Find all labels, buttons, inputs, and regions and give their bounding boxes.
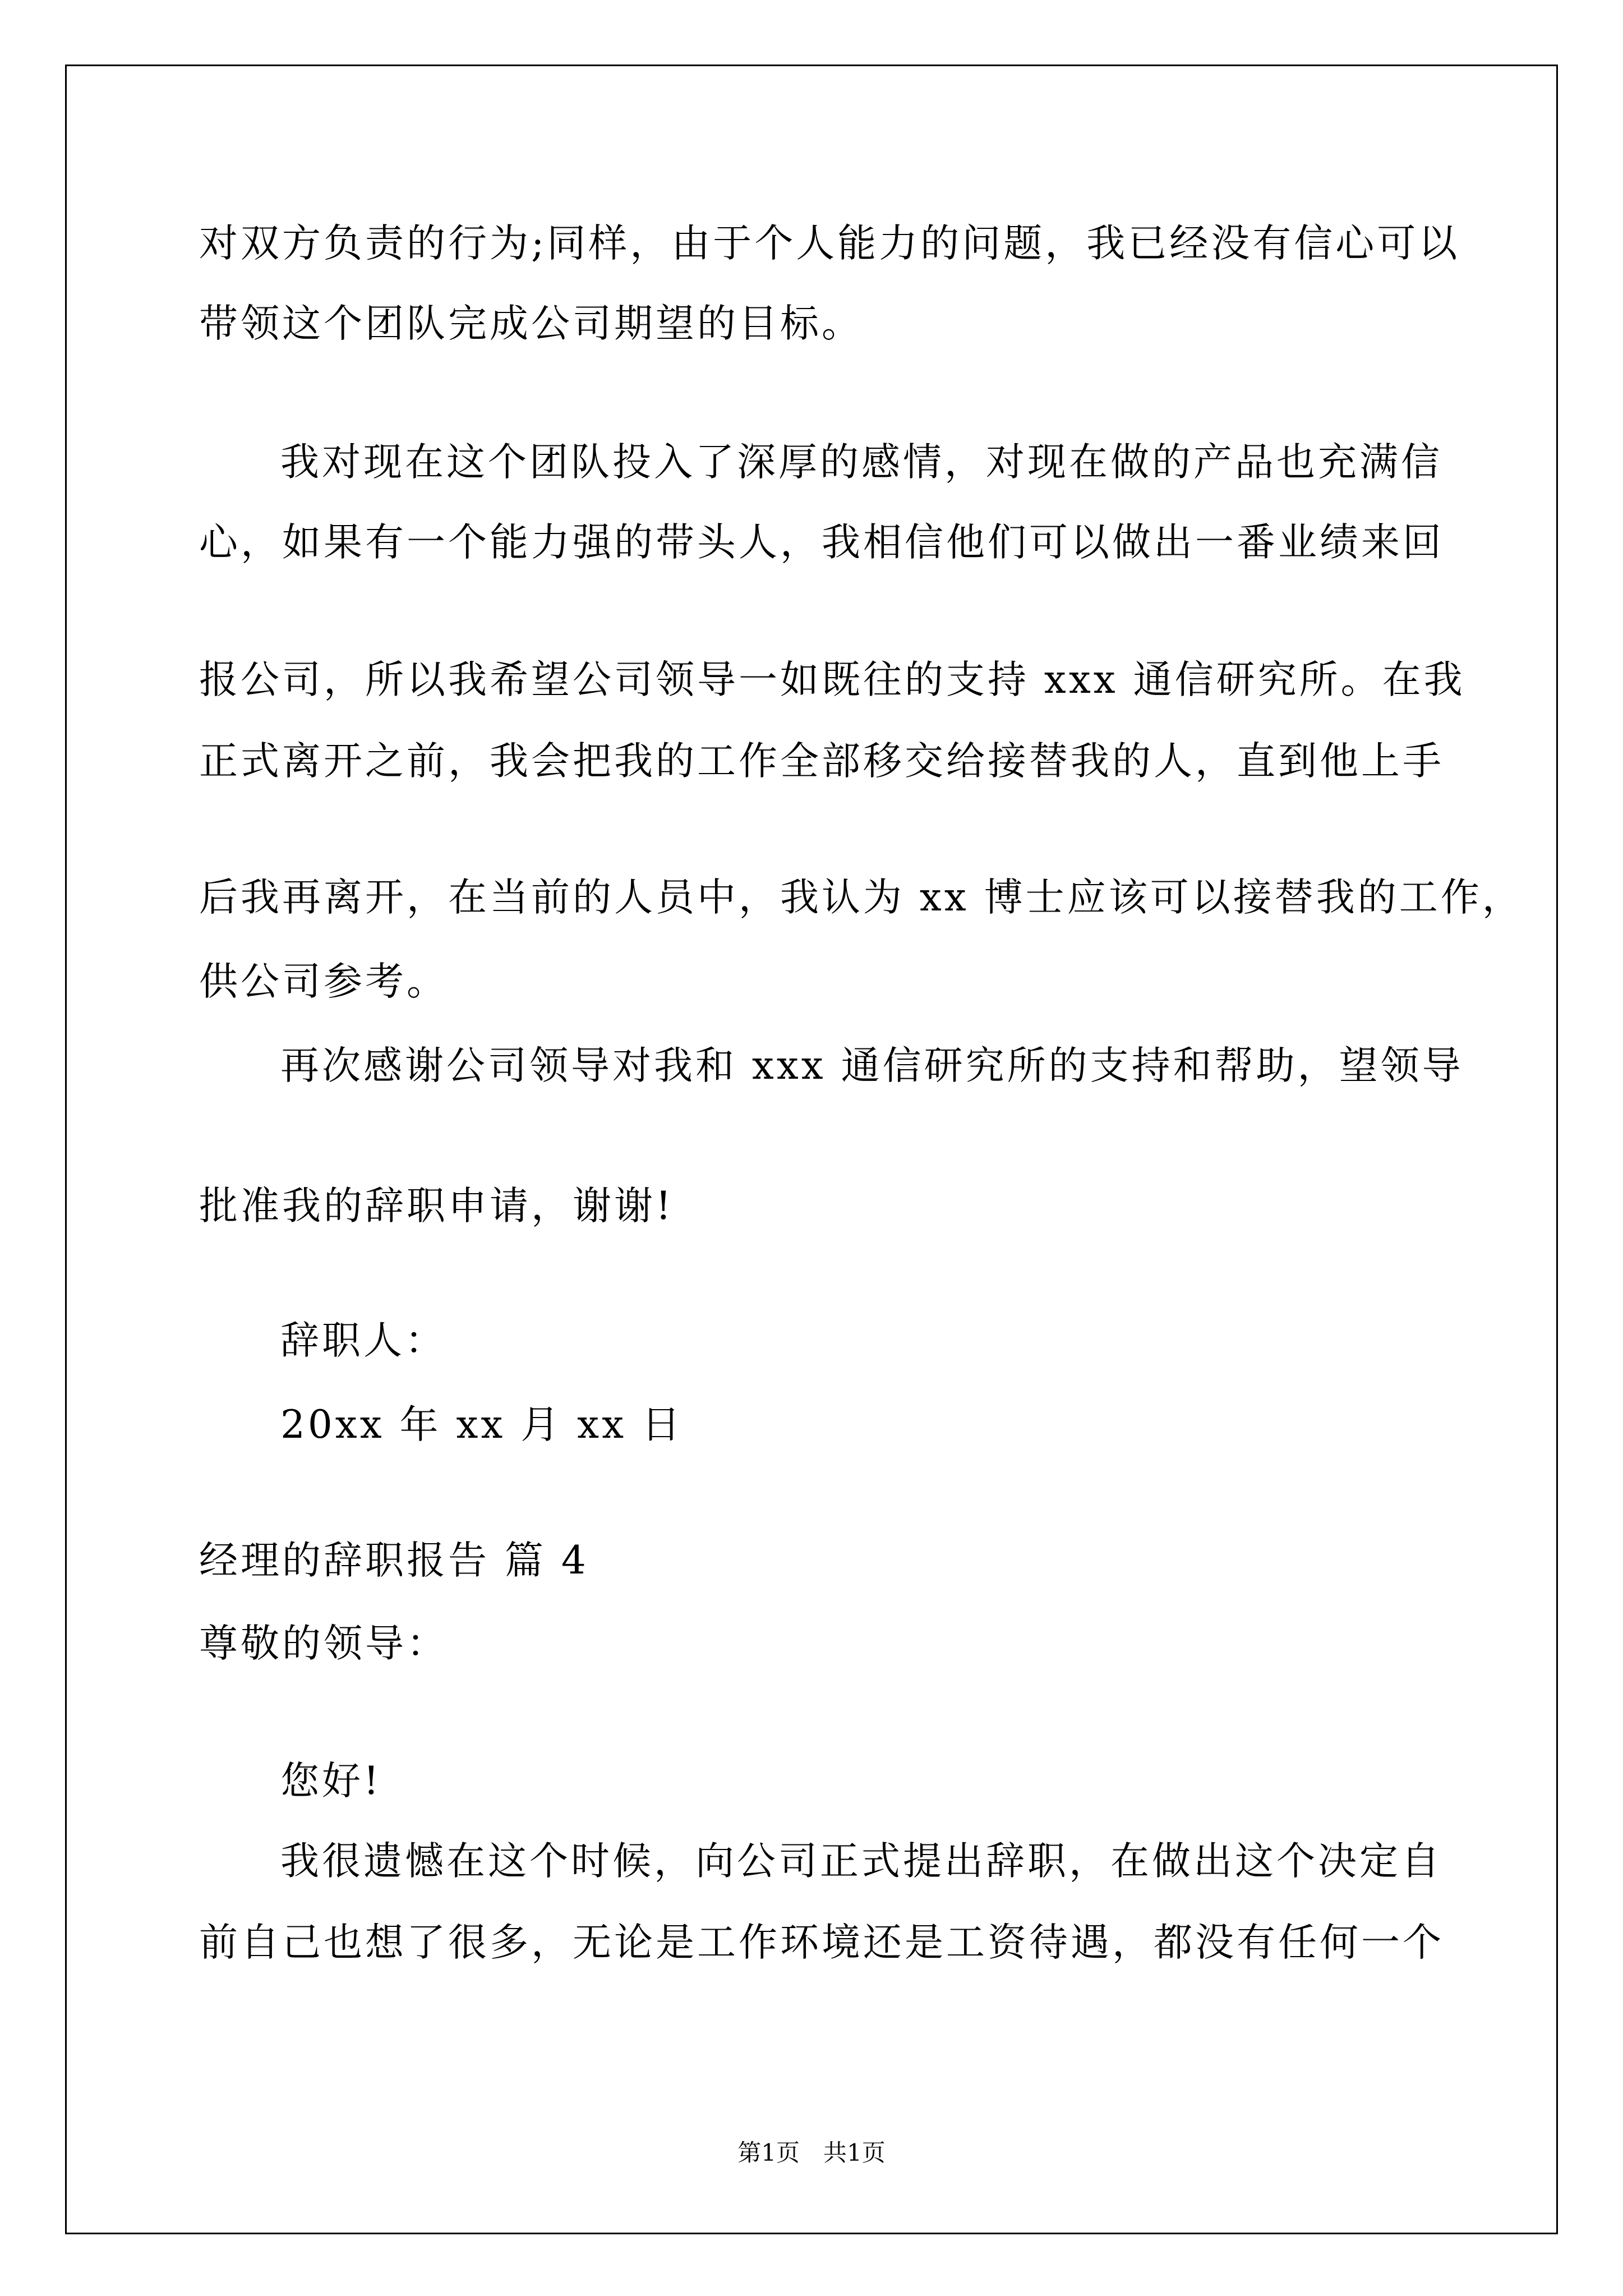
paragraph-line: 带领这个团队完成公司期望的目标。 xyxy=(199,301,863,346)
page-border xyxy=(65,65,1558,2234)
paragraph-line: 我对现在这个团队投入了深厚的感情，对现在做的产品也充满信 xyxy=(280,440,1442,485)
paragraph-line: 前自己也想了很多，无论是工作环境还是工资待遇，都没有任何一个 xyxy=(199,1920,1444,1965)
paragraph-line: 我很遗憾在这个时候，向公司正式提出辞职，在做出这个决定自 xyxy=(280,1839,1442,1884)
paragraph-line: 报公司，所以我希望公司领导一如既往的支持 xxx 通信研究所。在我 xyxy=(199,657,1465,702)
paragraph-line: 批准我的辞职申请，谢谢! xyxy=(199,1184,674,1228)
section-heading: 经理的辞职报告 篇 4 xyxy=(199,1538,589,1583)
paragraph-line: 后我再离开，在当前的人员中，我认为 xx 博士应该可以接替我的工作， xyxy=(199,875,1524,920)
paragraph-line: 心，如果有一个能力强的带头人，我相信他们可以做出一番业绩来回 xyxy=(199,520,1444,565)
signature-label: 辞职人： xyxy=(280,1318,446,1363)
page-number-footer: 第1页 共1页 xyxy=(737,2139,886,2166)
paragraph-line: 正式离开之前，我会把我的工作全部移交给接替我的人，直到他上手 xyxy=(199,739,1444,784)
paragraph-line: 对双方负责的行为;同样，由于个人能力的问题，我已经没有信心可以 xyxy=(199,221,1460,266)
paragraph-line: 供公司参考。 xyxy=(199,959,448,1004)
salutation: 尊敬的领导： xyxy=(199,1621,448,1666)
greeting: 您好! xyxy=(280,1759,382,1803)
date-line: 20xx 年 xx 月 xx 日 xyxy=(280,1402,683,1447)
paragraph-line: 再次感谢公司领导对我和 xxx 通信研究所的支持和帮助，望领导 xyxy=(280,1043,1464,1088)
